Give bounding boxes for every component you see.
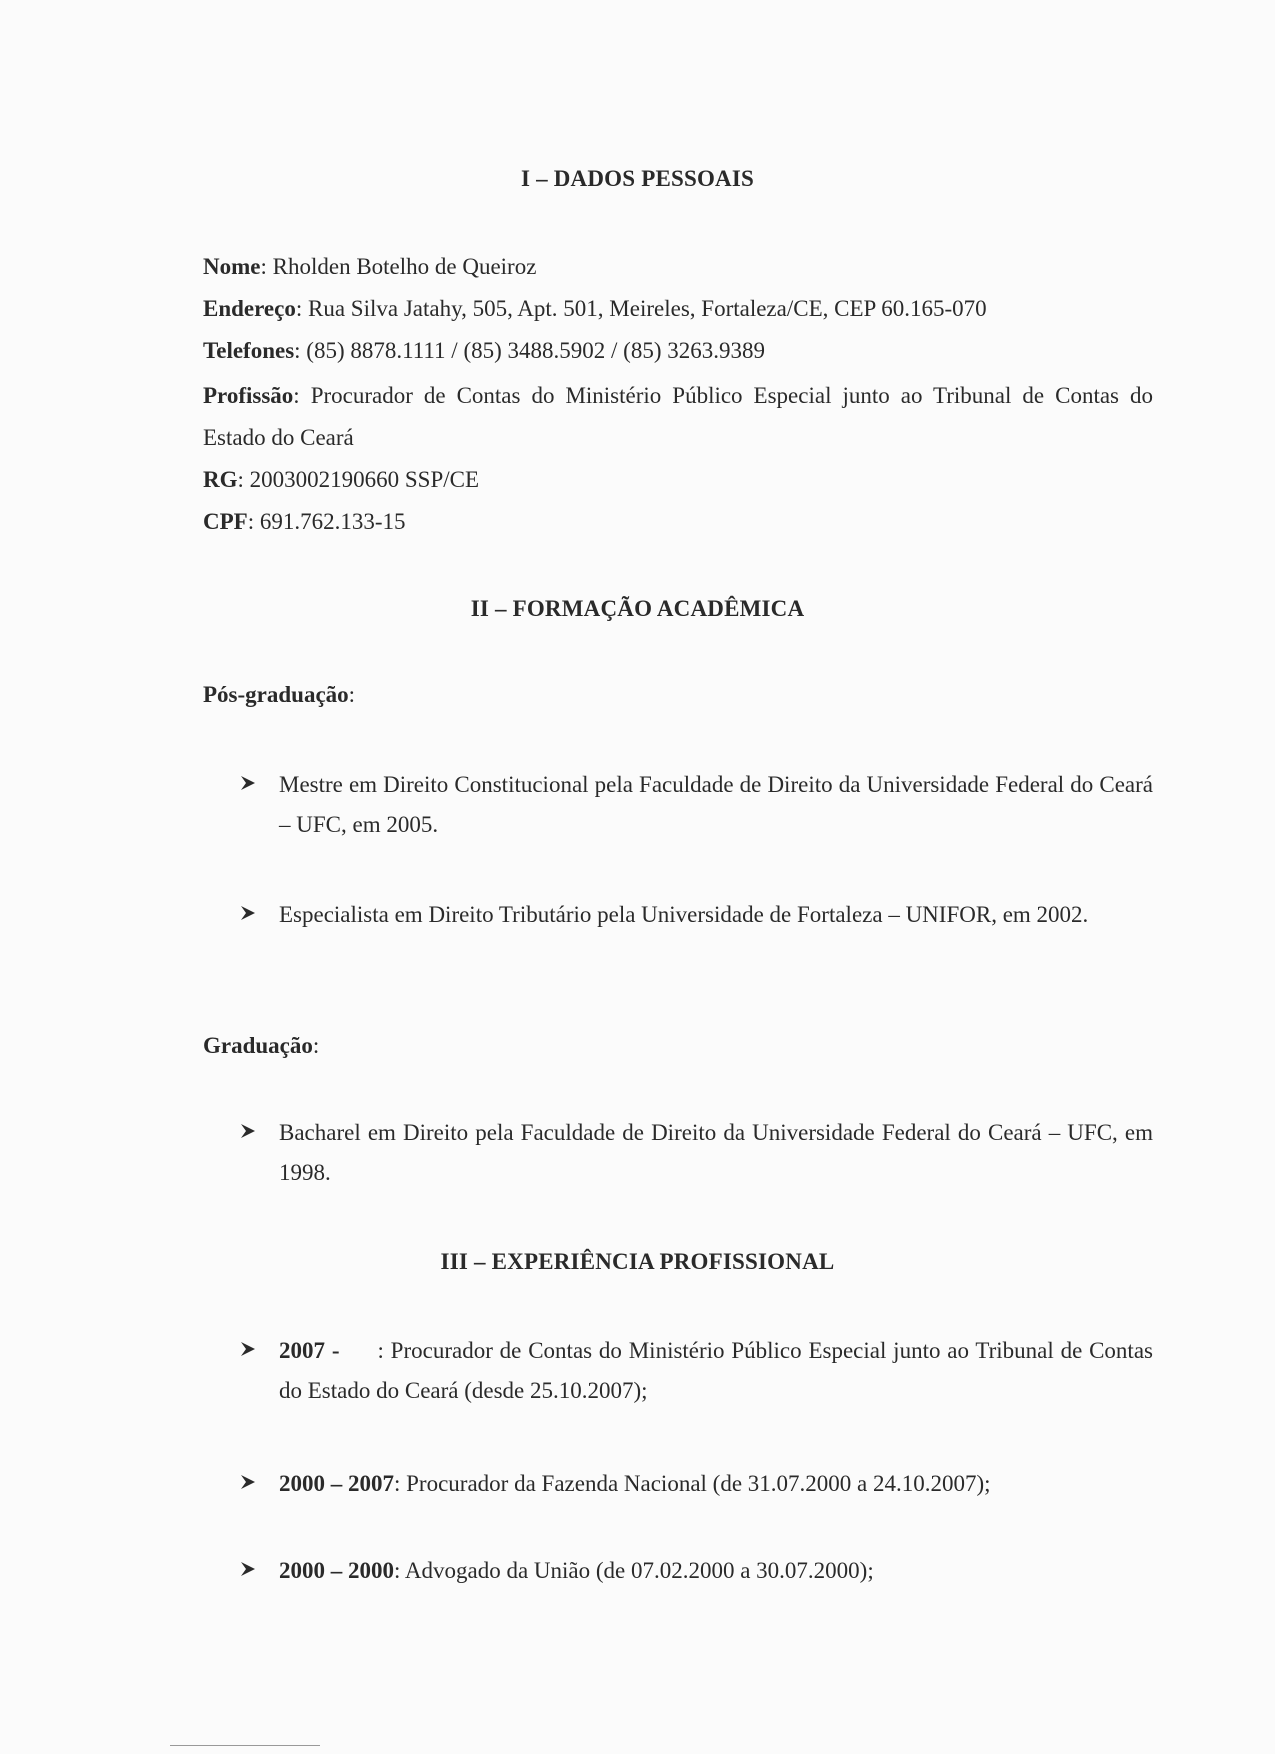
section-title-experiencia: III – EXPERIÊNCIA PROFISSIONAL — [440, 1249, 835, 1274]
field-colon: : — [237, 467, 244, 492]
field-label: CPF — [203, 509, 248, 534]
list-item — [240, 1551, 1153, 1591]
list-item — [240, 1464, 1153, 1504]
experience-text: : Procurador de Contas do Ministério Público Especial junto ao Tribunal de Contas do Estado do Ceará (desde 25.10.2007); — [279, 1338, 1153, 1403]
field-value: Rua Silva Jatahy, 505, Apt. 501, Meireles, Fortaleza/CE, CEP 60.165-070 — [307, 296, 987, 321]
field-colon: : — [294, 338, 301, 363]
field-nome — [203, 254, 536, 280]
experience-text: : Advogado da União (de 07.02.2000 a 30.07.2000); — [394, 1558, 874, 1583]
field-colon: : — [260, 254, 267, 279]
subheading-colon: : — [348, 682, 356, 707]
field-value: 691.762.133-15 — [259, 509, 406, 534]
experience-text: : Procurador da Fazenda Nacional (de 31.07.2000 a 24.10.2007); — [394, 1471, 991, 1496]
field-label: RG — [203, 467, 238, 492]
subheading-label: Pós-graduação — [203, 682, 349, 707]
field-label: Profissão — [203, 383, 294, 408]
arrowhead-bullet-icon — [240, 1341, 256, 1357]
field-telefones — [203, 338, 765, 364]
field-value: Procurador de Contas do Ministério Público Especial junto ao Tribunal de Contas do Estado do Ceará — [203, 383, 1153, 450]
field-value: Rholden Botelho de Queiroz — [272, 254, 537, 279]
field-colon: : — [247, 509, 255, 534]
list-item-text: Bacharel em Direito pela Faculdade de Direito da Universidade Federal do Ceará – UFC, em 1998. — [279, 1120, 1153, 1185]
list-item — [240, 1331, 1153, 1411]
experience-period: 2000 – 2000 — [279, 1558, 394, 1583]
experience-period: 2000 – 2007 — [279, 1471, 394, 1496]
section-title-dados-pessoais: I – DADOS PESSOAIS — [520, 166, 755, 191]
field-colon: : — [293, 383, 300, 408]
list-item — [240, 765, 1153, 845]
subheading-pos-graduacao — [203, 682, 355, 708]
list-item-text: Mestre em Direito Constitucional pela Faculdade de Direito da Universidade Federal do Ceará – UFC, em 2005. — [279, 772, 1153, 837]
field-label: Endereço — [203, 296, 296, 321]
list-item — [240, 1113, 1153, 1193]
arrowhead-bullet-icon — [240, 1561, 256, 1577]
section-title-formacao: II – FORMAÇÃO ACADÊMICA — [470, 596, 805, 621]
scan-edge-divider — [170, 1745, 320, 1746]
experience-period: 2007 - — [279, 1338, 340, 1363]
field-cpf — [203, 509, 406, 535]
field-value: 2003002190660 SSP/CE — [249, 467, 480, 492]
field-endereco — [203, 296, 987, 322]
subheading-graduacao — [203, 1033, 319, 1059]
field-label: Telefones — [203, 338, 295, 363]
arrowhead-bullet-icon — [240, 1123, 256, 1139]
arrowhead-bullet-icon — [240, 775, 256, 791]
subheading-label: Graduação — [203, 1033, 313, 1058]
subheading-colon: : — [312, 1033, 320, 1058]
arrowhead-bullet-icon — [240, 1474, 256, 1490]
field-colon: : — [295, 296, 303, 321]
field-label: Nome — [203, 254, 261, 279]
field-profissao — [203, 375, 1153, 459]
field-value: (85) 8878.1111 / (85) 3488.5902 / (85) 3263.9389 — [306, 338, 765, 363]
field-rg — [203, 467, 479, 493]
arrowhead-bullet-icon — [240, 905, 256, 921]
list-item — [240, 895, 1153, 935]
list-item-text: Especialista em Direito Tributário pela Universidade de Fortaleza – UNIFOR, em 2002. — [279, 902, 1089, 927]
